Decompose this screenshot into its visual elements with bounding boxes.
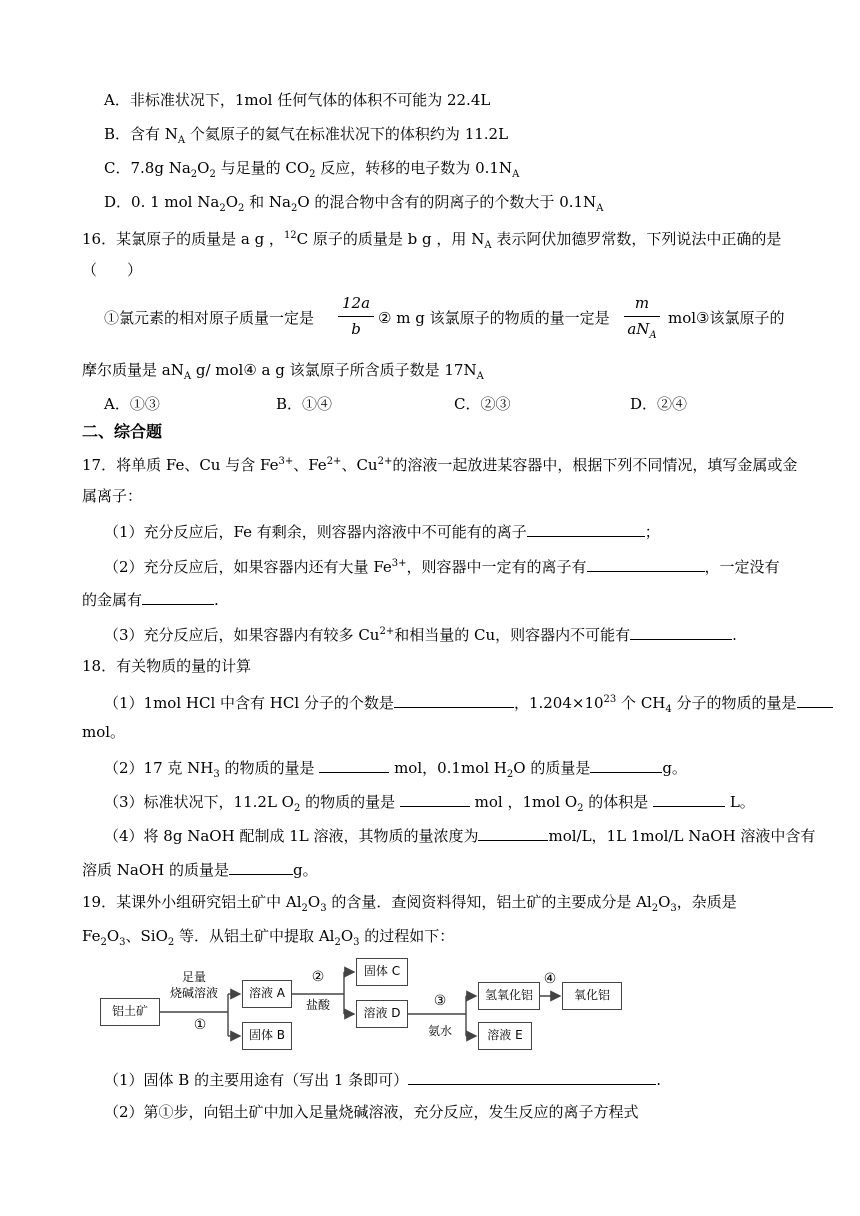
q18-stem: 18．有关物质的量的计算	[82, 657, 252, 675]
q18-part3	[104, 790, 755, 819]
q17-part3-end: .	[732, 626, 737, 644]
q19-part1-blank[interactable]	[408, 1068, 656, 1085]
q15-option-a: A．非标准状况下，1mol 任何气体的体积不可能为 22.4L	[104, 91, 491, 109]
q17-part2-mid: ，一定没有	[704, 558, 780, 576]
q18-part4-blank-1[interactable]	[478, 824, 548, 841]
q16-option-a: A．①③	[104, 395, 160, 413]
q16-stem: 16．某氯原子的质量是 a g ，$^{12}$C 原子的质量是 b g ，用 $N_A$ 表示阿伏加德罗常数，下列说法中正确的是	[82, 230, 782, 251]
q19-part1-text: （1）固体 B 的主要用途有（写出 1 条即可）	[104, 1071, 409, 1089]
q18-part3-mid: mol ，1mol $O_2$ 的体积是	[469, 793, 654, 814]
q17-part2b-end: .	[214, 591, 219, 609]
q17-part1	[104, 520, 660, 542]
q19-part1-end: .	[656, 1071, 661, 1089]
label-step-2: ②	[311, 969, 325, 985]
frac1-numerator: 12a	[341, 294, 371, 312]
node-solution-d: 溶液 D	[356, 1000, 408, 1028]
q16-statement-3: mol③该氯原子的	[668, 309, 785, 327]
q18-part1	[104, 690, 833, 720]
node-solid-b: 固体 B	[242, 1022, 292, 1050]
q17-part3-blank[interactable]	[630, 623, 732, 640]
q18-part3-text: （3）标准状况下，11.2L $O_2$ 的物质的量是	[104, 793, 400, 814]
q17-part2-text: （2）充分反应后，如果容器内还有大量 $Fe^{3+}$，则容器中一定有的离子有	[104, 558, 587, 576]
q17-stem-line2: 属离子：	[82, 487, 143, 505]
q16-statement-1: ①氯元素的相对原子质量一定是	[104, 309, 315, 327]
q18-part4b-end: g。	[292, 861, 318, 879]
q17-part1-blank[interactable]	[527, 520, 645, 537]
q17-part1-end: ；	[644, 523, 660, 541]
q19-part2: （2）第①步，向铝土矿中加入足量烧碱溶液，充分反应，发生反应的离子方程式	[104, 1103, 639, 1121]
label-reagent-1a: 足量	[181, 970, 206, 984]
label-step-4: ④	[543, 971, 557, 987]
frac2-denominator: $aN_A$	[627, 320, 657, 341]
label-step-3: ③	[433, 993, 447, 1009]
q15-option-d: D．0. 1 mol $Na_2O_2$ 和 $Na_2O$ 的混合物中含有的阴离子的个数大于 $0.1N_A$	[104, 193, 604, 214]
frac1-bar	[338, 316, 374, 317]
q18-part1-blank-2[interactable]	[797, 691, 833, 708]
q18-part3-end: L。	[725, 793, 755, 811]
q18-part1-mid: ，$1.204\times 10^{23}$ 个 $CH_4$ 分子的物质的量是	[513, 694, 797, 715]
q16-option-d: D．②④	[630, 395, 688, 413]
q17-stem-line1: 17．将单质 Fe、Cu 与含 $Fe^{3+}$、$Fe^{2+}$、$Cu^{2+}$的溶液一起放进某容器中，根据下列不同情况，填写金属或金	[82, 456, 798, 474]
q18-part2-text: （2）17 克 $NH_3$ 的物质的量是	[104, 759, 320, 780]
node-solution-e: 溶液 E	[478, 1022, 532, 1050]
q17-part3	[104, 622, 737, 645]
label-reagent-1b: 烧碱溶液	[169, 986, 218, 1000]
q18-part1-line2: mol。	[82, 723, 126, 741]
q17-part2	[104, 554, 780, 577]
q17-part1-text: （1）充分反应后，Fe 有剩余，则容器内溶液中不可能有的离子	[104, 523, 527, 541]
frac1-denominator: b	[351, 320, 361, 338]
q15-option-b: B．含有 $N_A$ 个氦原子的氦气在标准状况下的体积约为 11.2L	[104, 125, 509, 146]
q18-part4-mid: mol/L，1L 1mol/L NaOH 溶液中含有	[548, 827, 816, 845]
q18-part2-mid: mol，0.1mol $H_2O$ 的质量是	[389, 759, 591, 780]
q16-option-b: B．①④	[276, 395, 333, 413]
q19-stem-line1: 19．某课外小组研究铝土矿中 $Al_2O_3$ 的含量．查阅资料得知，铝土矿的主要成分是 $Al_2O_3$，杂质是	[82, 893, 737, 914]
q17-part3-text: （3）充分反应后，如果容器内有较多 $Cu^{2+}$和相当量的 Cu，则容器内不可能有	[104, 626, 631, 644]
q18-part4b-text: 溶质 NaOH 的质量是	[82, 861, 229, 879]
q16-paren: （ ）	[82, 261, 143, 279]
q17-part2b-text: 的金属有	[82, 591, 143, 609]
q17-part2-blank-2[interactable]	[142, 588, 214, 605]
q18-part1-text: （1）1mol HCl 中含有 HCl 分子的个数是	[104, 694, 394, 712]
q18-part4-blank-2[interactable]	[229, 858, 293, 875]
q18-part4-text: （4）将 8g NaOH 配制成 1L 溶液，其物质的量浓度为	[104, 827, 479, 845]
q18-part1-blank-1[interactable]	[394, 691, 514, 708]
node-solid-c: 固体 C	[356, 958, 408, 986]
node-aluminum-oxide: 氧化铝	[562, 982, 622, 1010]
q17-part2-blank-1[interactable]	[587, 555, 705, 572]
q16-statement-4: 摩尔质量是 $aN_A$ g/ mol④ a g 该氯原子所含质子数是 $17N_A$	[82, 361, 484, 382]
q18-part4	[104, 824, 815, 846]
q15-option-c: C．7.8g $Na_2O_2$ 与足量的 $CO_2$ 反应，转移的电子数为 $0.1N_A$	[104, 159, 520, 180]
label-reagent-2: 盐酸	[305, 998, 330, 1012]
section-heading: 二、综合题	[82, 422, 163, 441]
q16-option-c: C．②③	[454, 395, 511, 413]
q18-part2	[104, 756, 687, 785]
q19-part1	[104, 1068, 661, 1090]
node-solution-a: 溶液 A	[242, 980, 292, 1008]
q18-part3-blank-2[interactable]	[653, 790, 725, 807]
frac2-numerator: m	[634, 294, 650, 312]
q18-part2-end: g。	[662, 759, 687, 777]
node-bauxite: 铝土矿	[100, 998, 160, 1026]
label-reagent-3: 氨水	[427, 1024, 452, 1038]
label-step-1: ①	[193, 1017, 207, 1033]
q18-part4-line2	[82, 858, 318, 880]
q17-part2-line2	[82, 588, 219, 610]
node-aluminum-hydroxide: 氢氧化铝	[478, 982, 540, 1010]
q16-statement-2: ② m g 该氯原子的物质的量一定是	[378, 309, 610, 327]
frac2-bar	[624, 316, 660, 317]
q18-part3-blank-1[interactable]	[400, 790, 470, 807]
q18-part2-blank-1[interactable]	[319, 756, 389, 773]
q18-part2-blank-2[interactable]	[590, 756, 662, 773]
q19-stem-line2: $Fe_2O_3$、SiO$_2$ 等．从铝土矿中提取 $Al_2O_3$ 的过程如下：	[82, 927, 455, 948]
